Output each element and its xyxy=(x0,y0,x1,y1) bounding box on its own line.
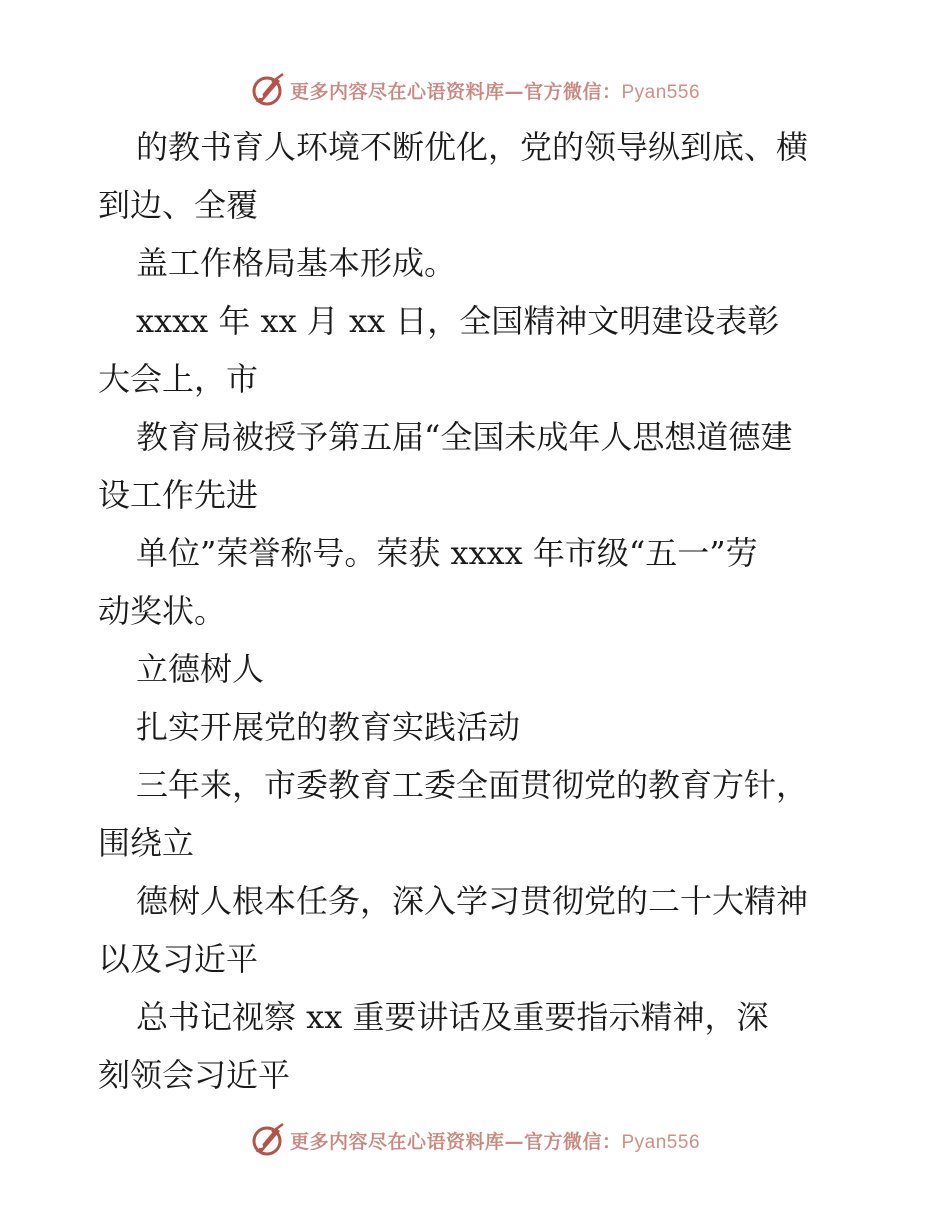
wechat-label: 官方微信： xyxy=(523,1130,622,1153)
site-promo-text: 更多内容尽在心语资料库— xyxy=(289,1130,524,1153)
document-body xyxy=(98,118,858,1104)
text-line: 德树人根本任务，深入学习贯彻党的二十大精神 xyxy=(136,882,809,920)
text-line: 教育局被授予第五届“全国未成年人思想道德建 xyxy=(136,418,793,456)
section-subheading: 扎实开展党的教育实践活动 xyxy=(136,708,521,746)
text-line: 到边、全覆 xyxy=(98,186,259,224)
text-line: 单位”荣誉称号。荣获 xxxx 年市级“五一”劳 xyxy=(136,534,758,572)
text-line: xxxx 年 xx 月 xx 日，全国精神文明建设表彰 xyxy=(136,302,780,340)
banner-text xyxy=(290,77,700,104)
wechat-label: 官方微信： xyxy=(523,80,622,103)
text-line: 围绕立 xyxy=(98,824,195,862)
text-line: 设工作先进 xyxy=(98,476,259,514)
quill-pen-logo-icon xyxy=(250,1122,286,1158)
banner-text xyxy=(290,1127,700,1154)
text-line: 以及习近平 xyxy=(98,940,259,978)
site-promo-text: 更多内容尽在心语资料库— xyxy=(289,80,524,103)
footer-banner xyxy=(0,1120,950,1160)
text-line: 动奖状。 xyxy=(98,592,227,630)
text-line: 三年来，市委教育工委全面贯彻党的教育方针， xyxy=(136,766,809,804)
wechat-id: Pyan556 xyxy=(621,81,701,103)
section-heading: 立德树人 xyxy=(136,650,265,688)
text-line: 的教书育人环境不断优化，党的领导纵到底、横 xyxy=(136,128,809,166)
quill-pen-logo-icon xyxy=(250,72,286,108)
text-line: 盖工作格局基本形成。 xyxy=(136,244,457,282)
wechat-id: Pyan556 xyxy=(621,1131,701,1153)
text-line: 刻领会习近平 xyxy=(98,1056,291,1094)
text-line: 大会上，市 xyxy=(98,360,259,398)
header-banner xyxy=(0,70,950,110)
text-line: 总书记视察 xx 重要讲话及重要指示精神，深 xyxy=(136,998,769,1036)
